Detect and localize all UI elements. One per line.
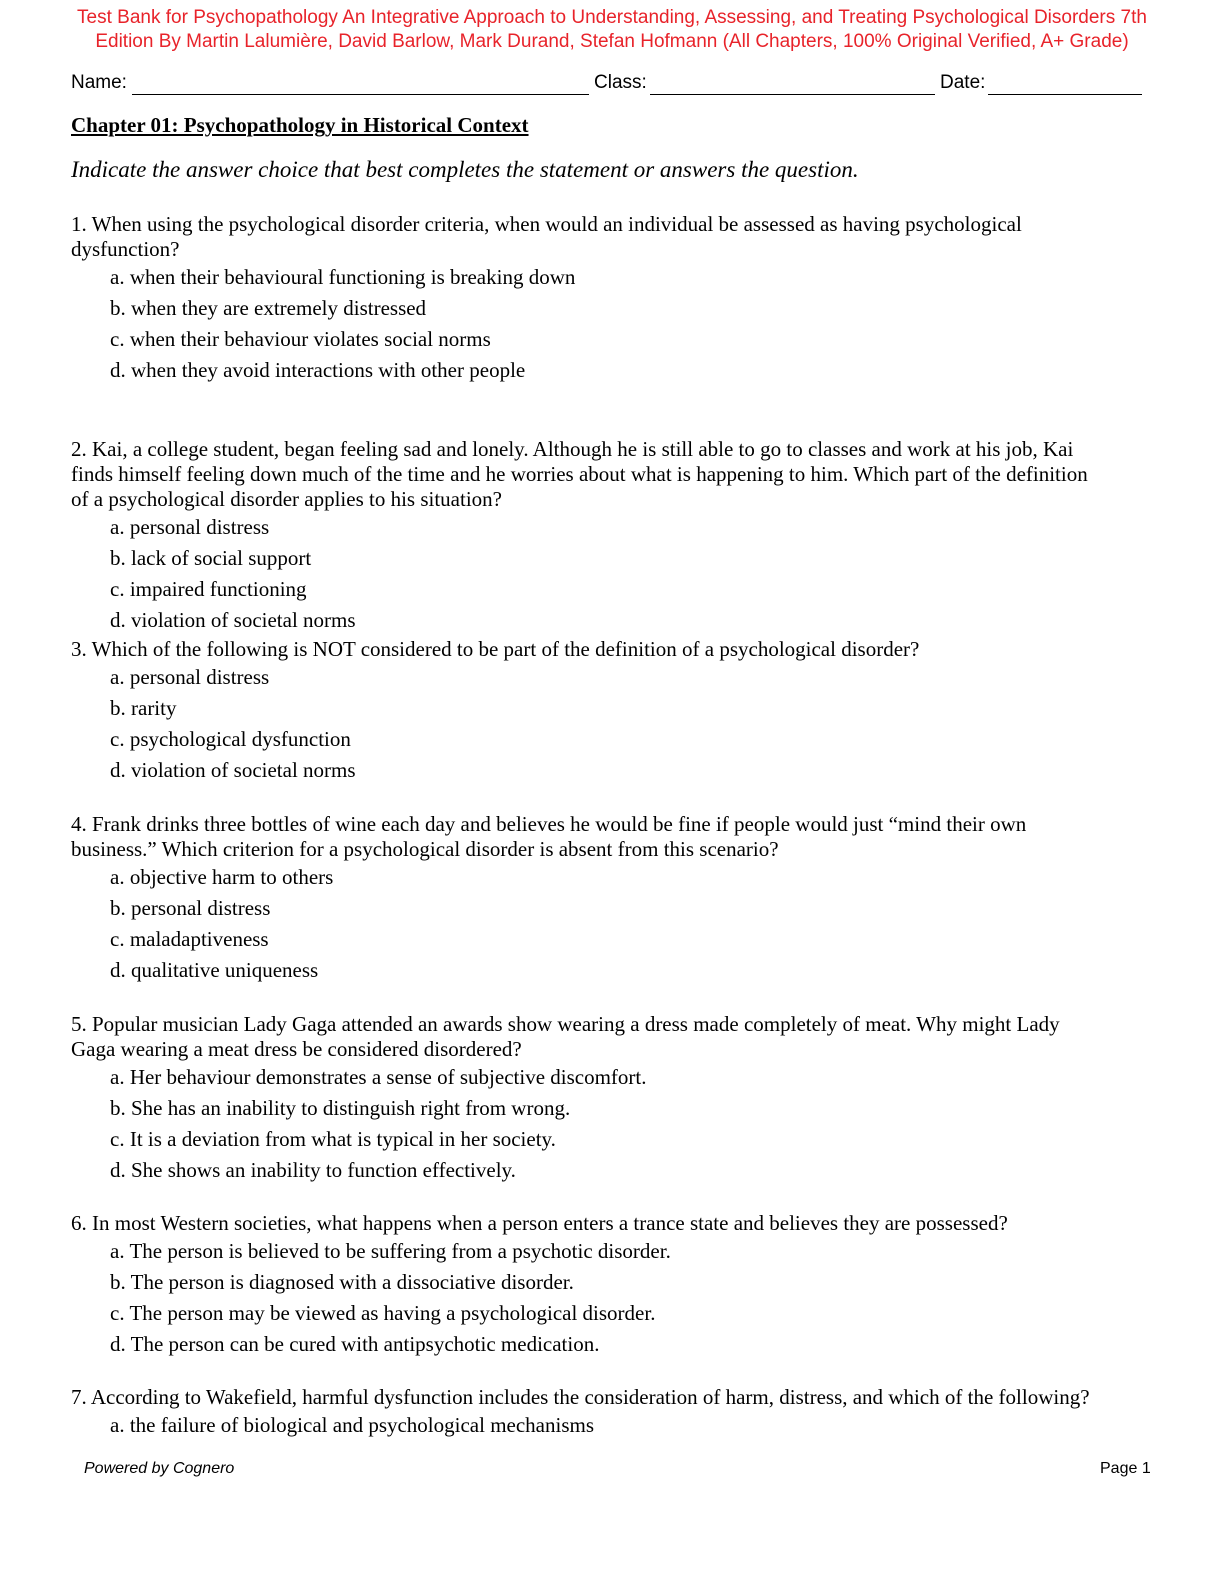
question-5 bbox=[71, 1012, 1151, 1186]
question-stem bbox=[71, 1012, 1151, 1062]
answer-option-a[interactable]: a. objective harm to others bbox=[110, 865, 334, 889]
answer-option-c[interactable]: c. maladaptiveness bbox=[110, 927, 269, 951]
answer-option-a[interactable]: a. personal distress bbox=[110, 665, 270, 689]
answer-option-d[interactable]: d. She shows an inability to function effectively. bbox=[110, 1158, 516, 1182]
answer-option-b[interactable]: b. when they are extremely distressed bbox=[110, 296, 427, 320]
answer-option-d[interactable]: d. The person can be cured with antipsychotic medication. bbox=[110, 1332, 600, 1356]
chapter-title: Chapter 01: Psychopathology in Historical Context bbox=[71, 113, 529, 137]
powered-by-footer: Powered by Cognero bbox=[84, 1460, 235, 1477]
stem-line: 7. According to Wakefield, harmful dysfunction includes the consideration of harm, distress, and which of the following? bbox=[71, 1385, 1090, 1409]
question-4 bbox=[71, 812, 1151, 986]
class-label: Class: bbox=[594, 72, 647, 93]
stem-line: 6. In most Western societies, what happens when a person enters a trance state and believes they are possessed? bbox=[71, 1211, 1008, 1235]
date-field-line[interactable] bbox=[988, 94, 1142, 95]
question-stem bbox=[71, 212, 1151, 262]
answer-option-b[interactable]: b. The person is diagnosed with a dissociative disorder. bbox=[110, 1270, 574, 1294]
answer-option-b[interactable]: b. She has an inability to distinguish right from wrong. bbox=[110, 1096, 571, 1120]
class-field-line[interactable] bbox=[650, 94, 935, 95]
answer-option-d[interactable]: d. violation of societal norms bbox=[110, 608, 356, 632]
answer-option-c[interactable]: c. It is a deviation from what is typical in her society. bbox=[110, 1127, 556, 1151]
stem-line: of a psychological disorder applies to his situation? bbox=[71, 487, 502, 511]
answer-option-b[interactable]: b. rarity bbox=[110, 696, 177, 720]
stem-line: finds himself feeling down much of the time and he worries about what is happening to him. Which part of the definition bbox=[71, 462, 1088, 486]
date-label: Date: bbox=[940, 72, 986, 93]
stem-line: business.” Which criterion for a psychological disorder is absent from this scenario? bbox=[71, 837, 779, 861]
name-field-line[interactable] bbox=[132, 94, 589, 95]
question-1 bbox=[71, 212, 1151, 386]
answer-option-c[interactable]: c. The person may be viewed as having a psychological disorder. bbox=[110, 1301, 656, 1325]
question-stem bbox=[71, 437, 1151, 512]
question-7 bbox=[71, 1385, 1151, 1441]
instructions: Indicate the answer choice that best completes the statement or answers the question. bbox=[71, 157, 859, 182]
document-title-banner bbox=[40, 6, 1184, 54]
answer-option-d[interactable]: d. when they avoid interactions with other people bbox=[110, 358, 526, 382]
name-label: Name: bbox=[71, 72, 127, 93]
question-3 bbox=[71, 637, 1151, 786]
question-stem bbox=[71, 637, 1151, 662]
stem-line: 3. Which of the following is NOT considered to be part of the definition of a psychological disorder? bbox=[71, 637, 920, 661]
stem-line: dysfunction? bbox=[71, 237, 180, 261]
answer-option-c[interactable]: c. psychological dysfunction bbox=[110, 727, 351, 751]
answer-option-a[interactable]: a. when their behavioural functioning is breaking down bbox=[110, 265, 576, 289]
stem-line: Gaga wearing a meat dress be considered disordered? bbox=[71, 1037, 522, 1061]
question-stem bbox=[71, 1211, 1151, 1236]
answer-option-b[interactable]: b. personal distress bbox=[110, 896, 271, 920]
answer-option-b[interactable]: b. lack of social support bbox=[110, 546, 312, 570]
page-number: Page 1 bbox=[1100, 1460, 1151, 1477]
answer-option-a[interactable]: a. the failure of biological and psychological mechanisms bbox=[110, 1413, 595, 1437]
answer-option-d[interactable]: d. qualitative uniqueness bbox=[110, 958, 319, 982]
banner-line-2: Edition By Martin Lalumière, David Barlow, Mark Durand, Stefan Hofmann (All Chapters, 100% Original Verified, A+ Grade) bbox=[95, 31, 1129, 52]
answer-option-d[interactable]: d. violation of societal norms bbox=[110, 758, 356, 782]
question-stem bbox=[71, 812, 1151, 862]
stem-line: 5. Popular musician Lady Gaga attended an awards show wearing a dress made completely of meat. Why might Lady bbox=[71, 1012, 1060, 1036]
student-info-header bbox=[71, 72, 1142, 98]
question-stem bbox=[71, 1385, 1151, 1410]
answer-option-c[interactable]: c. when their behaviour violates social norms bbox=[110, 327, 491, 351]
stem-line: 1. When using the psychological disorder criteria, when would an individual be assessed as having psychological bbox=[71, 212, 1022, 236]
question-2 bbox=[71, 437, 1151, 636]
banner-line-1: Test Bank for Psychopathology An Integrative Approach to Understanding, Assessing, and Treating Psychological Disorders 7th bbox=[77, 7, 1147, 28]
question-6 bbox=[71, 1211, 1151, 1360]
answer-option-a[interactable]: a. The person is believed to be suffering from a psychotic disorder. bbox=[110, 1239, 671, 1263]
answer-option-a[interactable]: a. Her behaviour demonstrates a sense of subjective discomfort. bbox=[110, 1065, 647, 1089]
answer-option-a[interactable]: a. personal distress bbox=[110, 515, 270, 539]
stem-line: 2. Kai, a college student, began feeling sad and lonely. Although he is still able to go to classes and work at his job, Kai bbox=[71, 437, 1074, 461]
answer-option-c[interactable]: c. impaired functioning bbox=[110, 577, 307, 601]
stem-line: 4. Frank drinks three bottles of wine each day and believes he would be fine if people would just “mind their own bbox=[71, 812, 1027, 836]
